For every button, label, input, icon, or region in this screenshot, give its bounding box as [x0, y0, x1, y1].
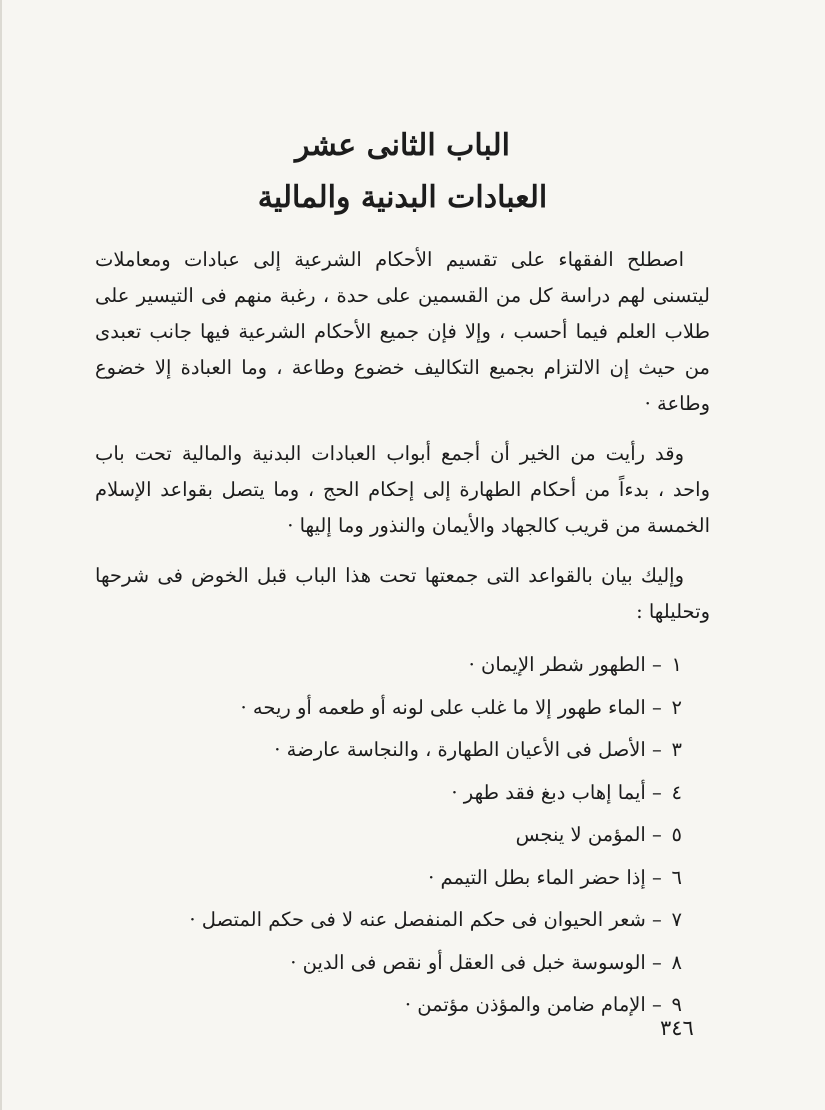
rule-number: ٧ [671, 908, 682, 931]
rule-item [95, 899, 682, 942]
rule-text: الماء طهور إلا ما غلب على لونه أو طعمه أو ريحه · [240, 695, 646, 719]
page-edge-shadow [0, 0, 2, 1110]
rule-number: ٨ [671, 950, 682, 974]
rule-number: ١ [671, 653, 682, 676]
rule-number: ٢ [671, 695, 682, 719]
rule-separator: – [652, 695, 662, 719]
rule-number: ٤ [671, 780, 682, 804]
rule-text: إذا حضر الماء بطل التيمم · [428, 865, 646, 889]
paragraph: وإليك بيان بالقواعد التى جمعتها تحت هذا الباب قبل الخوض فى شرحها وتحليلها : [95, 564, 710, 623]
rule-text: شعر الحيوان فى حكم المنفصل عنه لا فى حكم المتصل · [189, 908, 646, 931]
rule-item [95, 857, 682, 900]
chapter-title: الباب الثانى عشر [294, 128, 511, 163]
rule-item [95, 814, 682, 857]
rule-separator: – [652, 908, 662, 931]
rule-separator: – [652, 950, 662, 974]
rule-item [95, 772, 682, 815]
rule-text: الإمام ضامن والمؤذن مؤتمن · [404, 993, 646, 1016]
rule-text: الأصل فى الأعيان الطهارة ، والنجاسة عارضة · [274, 738, 646, 761]
chapter-subtitle: العبادات البدنية والمالية [257, 180, 548, 215]
paragraph: اصطلح الفقهاء على تقسيم الأحكام الشرعية إلى عبادات ومعاملات ليتسنى لهم دراسة كل من القسمين على حدة ، رغبة منهم فى التيسير على طلاب العلم فيما أحسب ، وإلا فإن جميع الأحكام الشرعية فيها جانب تعبدى من حيث إن الالتزام بجميع التكاليف خضوع وطاعة ، وما العبادة إلا خضوع وطاعة · [95, 248, 710, 415]
rule-text: الوسوسة خبل فى العقل أو نقص فى الدين · [290, 950, 646, 974]
rule-item [95, 687, 682, 730]
page-content [95, 120, 710, 1027]
rule-text: أيما إهاب دبغ فقد طهر · [451, 780, 646, 804]
rules-list [95, 644, 710, 1027]
rule-separator: – [652, 993, 662, 1016]
rule-item [95, 644, 682, 687]
rule-text: المؤمن لا ينجس [515, 823, 646, 846]
rule-item [95, 942, 682, 985]
rule-separator: – [652, 865, 662, 889]
rule-number: ٩ [671, 993, 682, 1016]
page-number: ٣٤٦ [660, 1016, 694, 1040]
rule-number: ٣ [671, 738, 682, 761]
rule-number: ٥ [671, 823, 682, 846]
rule-separator: – [652, 738, 662, 761]
rule-item [95, 984, 682, 1027]
rule-separator: – [652, 823, 662, 846]
rule-text: الطهور شطر الإيمان · [468, 653, 646, 676]
rule-separator: – [652, 780, 662, 804]
paragraph: وقد رأيت من الخير أن أجمع أبواب العبادات البدنية والمالية تحت باب واحد ، بدءاً من أحكام الطهارة إلى إحكام الحج ، وما يتصل بقواعد الإسلام الخمسة من قريب كالجهاد والأيمان والنذور وما إليها · [95, 442, 710, 537]
rule-separator: – [652, 653, 662, 676]
rule-number: ٦ [671, 865, 682, 889]
rule-item [95, 729, 682, 772]
